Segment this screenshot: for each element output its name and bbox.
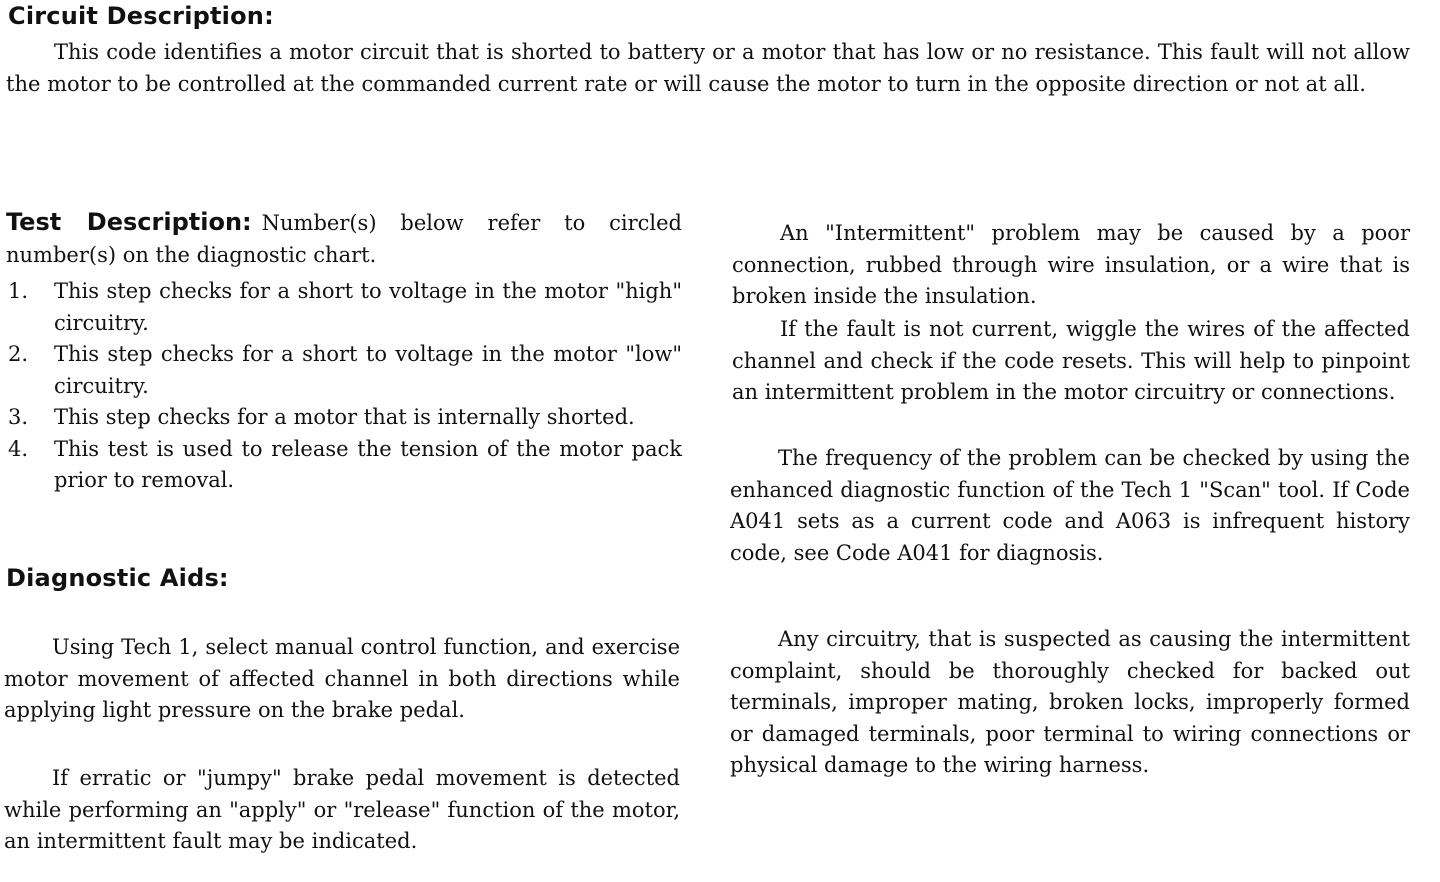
intermittent-problem-paragraph: An "Intermittent" problem may be caused by a poor connection, rubbed through wire insulation, or a wire that is broken inside the insulation.	[732, 221, 1410, 308]
circuitry-check-paragraph: Any circuitry, that is suspected as causing the intermittent complaint, should be thoroughly checked for backed out terminals, improper mating, broken locks, improperly formed or damaged terminals, poor terminal to wiring connections or physical damage to the wiring harness.	[730, 627, 1410, 777]
test-step	[6, 402, 682, 434]
test-description-intro-paragraph	[6, 207, 682, 271]
frequency-check-paragraph: The frequency of the problem can be checked by using the enhanced diagnostic function of the Tech 1 "Scan" tool. If Code A041 sets as a current code and A063 is infrequent history code, see Code A041 for diagnosis.	[730, 446, 1410, 565]
diagnostic-aids-paragraph: Using Tech 1, select manual control function, and exercise motor movement of affected channel in both directions while applying light pressure on the brake pedal.	[4, 635, 680, 722]
step-text: This step checks for a short to voltage in the motor "low" circuitry.	[54, 342, 682, 398]
step-number: 4.	[8, 436, 29, 461]
test-step	[6, 434, 682, 497]
step-text: This step checks for a motor that is internally shorted.	[54, 405, 635, 429]
step-text: This step checks for a short to voltage in the motor "high" circuitry.	[54, 279, 682, 335]
circuit-description-text: This code identifies a motor circuit that is shorted to battery or a motor that has low or no resistance. This fault will not allow the motor to be controlled at the commanded current rate or will cause the motor to turn in the opposite direction or not at all.	[6, 40, 1410, 96]
test-steps-list	[6, 276, 682, 497]
test-step	[6, 276, 682, 339]
test-step	[6, 339, 682, 402]
step-number: 2.	[8, 342, 29, 366]
test-description-intro: Number(s) below refer to circled number(s) on the diagnostic chart.	[6, 211, 682, 267]
test-description-heading: Test Description:	[6, 208, 252, 236]
step-number: 1.	[8, 279, 29, 303]
diagnostic-aids-paragraph: If erratic or "jumpy" brake pedal movement is detected while performing an "apply" or "release" function of the motor, an intermittent fault may be indicated.	[4, 766, 680, 853]
step-number: 3.	[8, 405, 29, 429]
circuit-description-heading: Circuit Description:	[8, 2, 274, 30]
wiggle-wires-paragraph: If the fault is not current, wiggle the wires of the affected channel and check if the code resets. This will help to pinpoint an intermittent problem in the motor circuitry or connections.	[732, 317, 1410, 404]
diagnostic-aids-heading: Diagnostic Aids:	[6, 564, 229, 592]
step-text: This test is used to release the tension of the motor pack prior to removal.	[54, 436, 682, 492]
